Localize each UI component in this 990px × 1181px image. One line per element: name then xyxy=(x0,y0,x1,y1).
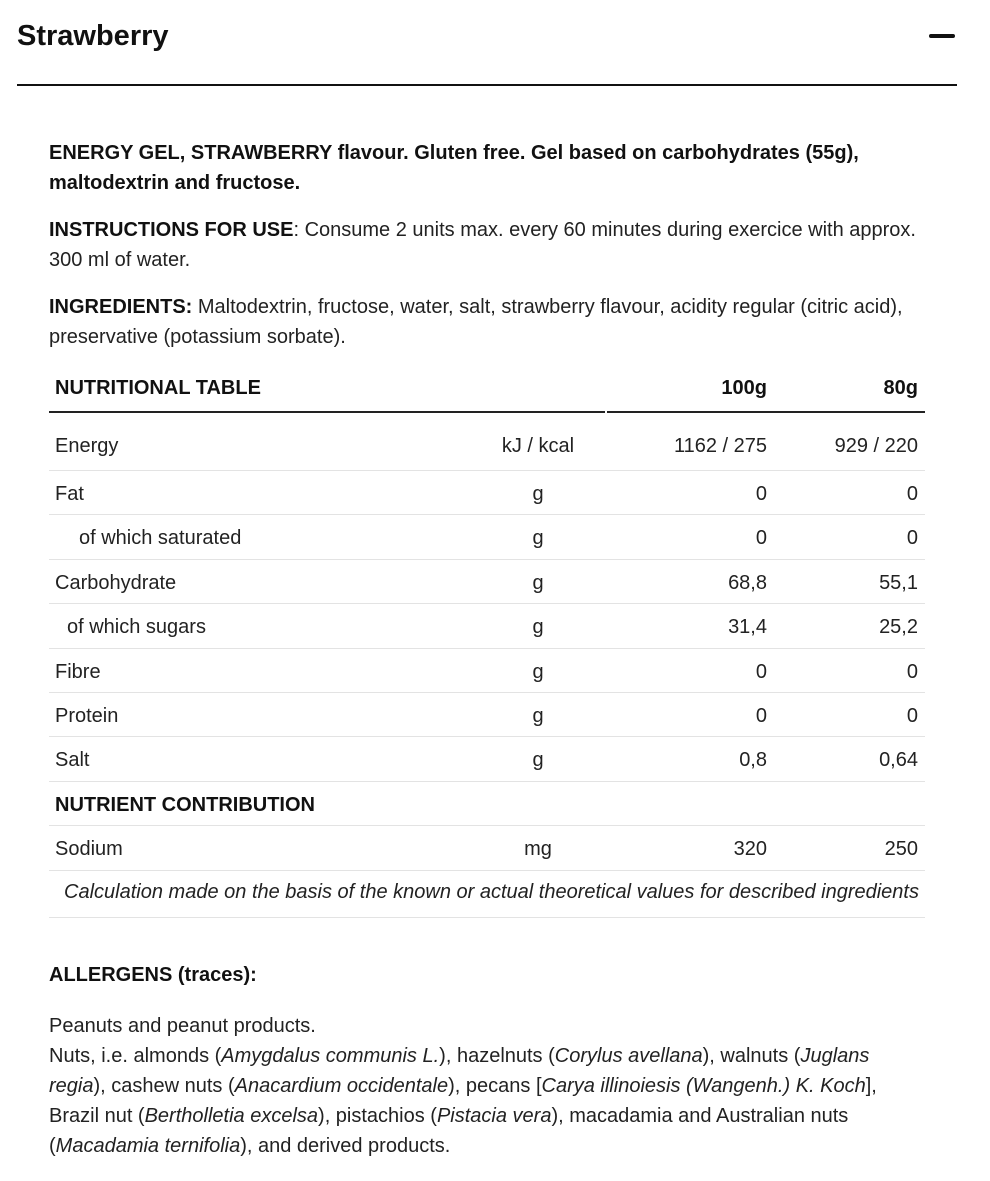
value-80g: 929 / 220 xyxy=(834,435,918,457)
accordion-header[interactable] xyxy=(17,0,957,86)
table-row xyxy=(49,693,925,737)
value-80g: 250 xyxy=(884,838,918,861)
nutrient-label: of which sugars xyxy=(67,616,206,639)
allergens-line-peanuts: Peanuts and peanut products. xyxy=(49,1015,316,1037)
description-text: ENERGY GEL, STRAWBERRY flavour. Gluten free. Gel based on carbohydrates (55g), maltodextrin and fructose. xyxy=(49,142,859,194)
allergen-text: ), pistachios ( xyxy=(318,1105,437,1127)
allergens-line-nuts xyxy=(49,1041,925,1161)
latin-name: Amygdalus communis L. xyxy=(221,1045,440,1067)
nutrient-label: Fat xyxy=(55,483,84,505)
allergens-title: ALLERGENS (traces): xyxy=(49,964,257,986)
table-row xyxy=(49,560,925,604)
table-row xyxy=(49,515,925,559)
nutrient-unit: mg xyxy=(524,838,552,861)
column-header-100g: 100g xyxy=(721,377,767,399)
ingredients-text: Maltodextrin, fructose, water, salt, strawberry flavour, acidity regular (citric acid), preservative (potassium sorbate). xyxy=(49,296,903,348)
instructions-for-use xyxy=(49,215,925,275)
nutrition-table-title: NUTRITIONAL TABLE xyxy=(55,377,261,399)
accordion-title: Strawberry xyxy=(17,20,169,52)
allergen-text: ), macadamia and Australian nuts ( xyxy=(49,1105,849,1157)
value-100g: 0 xyxy=(755,660,767,683)
value-100g: 31,4 xyxy=(728,616,767,639)
nutrition-table xyxy=(49,373,925,918)
header-divider xyxy=(49,411,605,413)
nutrition-table-header xyxy=(49,373,925,413)
nutrient-unit: g xyxy=(532,571,544,594)
nutrient-label: of which saturated xyxy=(79,527,242,550)
table-row xyxy=(49,649,925,693)
value-80g: 55,1 xyxy=(879,571,918,594)
nutrient-contribution-title: NUTRIENT CONTRIBUTION xyxy=(55,793,315,816)
allergen-text: Nuts, i.e. almonds ( xyxy=(49,1045,222,1067)
allergen-text: ), pecans [ xyxy=(448,1075,542,1097)
table-row xyxy=(49,431,925,471)
value-100g: 68,8 xyxy=(728,571,767,594)
value-100g: 0 xyxy=(755,527,767,550)
table-row xyxy=(49,471,925,515)
value-80g: 0 xyxy=(906,527,918,550)
value-80g: 0,64 xyxy=(879,749,918,772)
product-description xyxy=(49,138,925,198)
allergen-text: ), cashew nuts ( xyxy=(93,1075,235,1097)
nutrient-unit: g xyxy=(532,704,544,727)
ingredients-label: INGREDIENTS: xyxy=(49,296,193,318)
value-100g: 0,8 xyxy=(739,749,767,772)
latin-name: Pistacia vera xyxy=(436,1105,552,1127)
allergen-text: ), and derived products. xyxy=(240,1135,451,1157)
latin-name: Bertholletia excelsa xyxy=(144,1105,319,1127)
allergen-text: ), hazelnuts ( xyxy=(439,1045,555,1067)
table-row xyxy=(49,737,925,781)
instructions-text: : Consume 2 units max. every 60 minutes during exercice with approx. 300 ml of water. xyxy=(49,219,916,271)
value-100g: 1162 / 275 xyxy=(673,435,767,457)
table-row xyxy=(49,604,925,648)
value-100g: 320 xyxy=(733,838,767,861)
nutrient-unit: g xyxy=(532,660,544,683)
nutrient-unit: g xyxy=(532,616,544,639)
calculation-note: Calculation made on the basis of the known or actual theoretical values for described ingredients xyxy=(49,871,925,918)
nutrient-unit: kJ / kcal xyxy=(501,435,575,457)
value-80g: 25,2 xyxy=(879,616,918,639)
latin-name: Juglans regia xyxy=(49,1045,870,1097)
value-80g: 0 xyxy=(906,660,918,683)
nutrient-unit: g xyxy=(532,749,544,772)
nutrient-label: Fibre xyxy=(55,660,101,683)
header-divider xyxy=(607,411,925,413)
nutrient-unit: g xyxy=(532,483,544,505)
column-header-80g: 80g xyxy=(883,377,918,399)
allergen-text: ], Brazil nut ( xyxy=(49,1075,877,1127)
latin-name: Macadamia ternifolia xyxy=(55,1135,241,1157)
section-row xyxy=(49,782,925,826)
latin-name: Corylus avellana xyxy=(554,1045,703,1067)
value-80g: 0 xyxy=(906,483,918,505)
nutrient-label: Energy xyxy=(55,435,119,457)
nutrient-label: Protein xyxy=(55,704,119,727)
value-100g: 0 xyxy=(755,704,767,727)
nutrient-label: Sodium xyxy=(55,838,123,861)
latin-name: Carya illinoiesis (Wangenh.) K. Koch xyxy=(541,1075,866,1097)
ingredients xyxy=(49,292,925,352)
allergens-body xyxy=(49,1011,925,1161)
value-100g: 0 xyxy=(755,483,767,505)
value-80g: 0 xyxy=(906,704,918,727)
collapse-button[interactable] xyxy=(929,28,957,44)
latin-name: Anacardium occidentale xyxy=(234,1075,449,1097)
allergen-text: ), walnuts ( xyxy=(702,1045,801,1067)
instructions-label: INSTRUCTIONS FOR USE xyxy=(49,219,294,241)
nutrient-label: Salt xyxy=(55,749,90,772)
nutrient-unit: g xyxy=(532,527,544,550)
minus-icon xyxy=(929,34,955,38)
table-row xyxy=(49,826,925,870)
nutrient-label: Carbohydrate xyxy=(55,571,177,594)
